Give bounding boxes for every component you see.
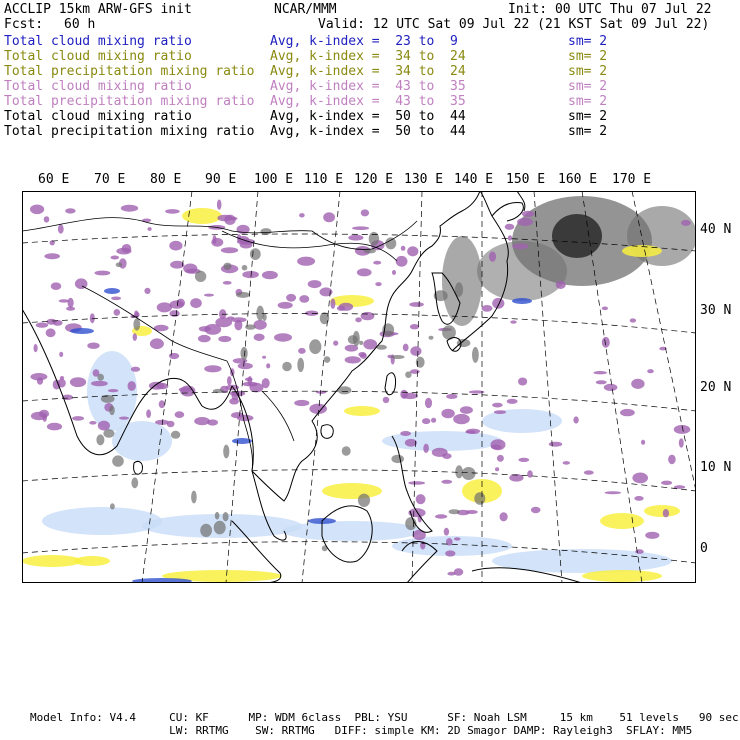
precip-cell: [286, 294, 296, 302]
convective-cell: [97, 374, 104, 381]
precip-cell: [668, 455, 676, 465]
precip-cell: [44, 253, 60, 259]
precip-cell: [221, 247, 238, 253]
precip-cell: [410, 324, 419, 329]
convective-cell: [359, 341, 363, 345]
precip-cell: [422, 418, 430, 424]
precip-cell: [36, 322, 48, 327]
longitude-label: 120 E: [354, 172, 394, 187]
precip-cell: [169, 241, 182, 251]
precip-cell: [159, 400, 165, 408]
convective-cell: [472, 347, 479, 363]
precip-cell: [444, 528, 449, 536]
convective-cell: [191, 491, 197, 504]
convective-cell: [215, 512, 220, 520]
field-name: Total cloud mixing ratio: [4, 109, 192, 124]
precip-cell: [323, 212, 335, 222]
precip-cell: [531, 507, 541, 513]
precip-cell: [396, 256, 408, 267]
precip-cell: [242, 271, 259, 278]
precip-cell: [352, 226, 369, 230]
convective-cell: [449, 509, 460, 514]
precip-cell: [294, 400, 309, 406]
precip-cell: [183, 264, 197, 274]
precip-cell: [90, 313, 95, 323]
precip-cell: [518, 378, 527, 386]
precip-cell: [517, 218, 533, 226]
convective-cell: [214, 521, 226, 535]
precip-cell: [423, 444, 429, 453]
latitude-label: 40 N: [700, 222, 732, 237]
convective-cell: [131, 477, 138, 488]
precip-cell: [522, 211, 535, 217]
precip-cell: [500, 512, 508, 521]
precip-cell: [262, 271, 278, 279]
precip-cell: [355, 317, 361, 322]
latitude-label: 10 N: [700, 460, 732, 475]
convective-cell: [223, 512, 229, 521]
model-info-line1: Model Info: V4.4 CU: KF MP: WDM 6class PBL: YSU SF: Noah LSM 15 km 51 levels 90 sec: [30, 711, 739, 724]
precip-cell: [645, 532, 659, 539]
precip-cell: [169, 310, 179, 317]
precip-cell: [605, 491, 621, 494]
precip-cell: [198, 335, 211, 342]
precip-cell: [111, 297, 121, 301]
precip-cell: [604, 384, 618, 391]
precip-cell: [58, 224, 64, 233]
convective-cell: [241, 347, 248, 360]
precip-cell: [446, 394, 457, 399]
precip-cell: [87, 343, 99, 349]
latitude-label: 30 N: [700, 303, 732, 318]
precip-cell: [632, 473, 648, 484]
longitude-label: 90 E: [205, 172, 237, 187]
convective-cell: [309, 339, 321, 354]
longitude-label: 100 E: [254, 172, 294, 187]
precip-cell: [584, 470, 594, 474]
convective-cell: [324, 356, 331, 363]
precip-cell: [299, 295, 309, 303]
cloud-low-region: [112, 421, 172, 461]
precip-cell: [403, 344, 409, 352]
precip-cell: [253, 320, 266, 330]
precip-cell: [383, 397, 390, 403]
precip-cell: [278, 302, 293, 309]
convective-cell: [195, 271, 206, 282]
precip-cell: [602, 337, 610, 348]
precip-cell: [238, 363, 253, 369]
precip-cell: [89, 421, 96, 425]
precip-cell: [204, 365, 221, 372]
convective-cell: [297, 358, 304, 372]
precip-cell: [454, 537, 461, 540]
precip-cell: [170, 261, 184, 269]
precip-cell: [497, 455, 504, 462]
precip-cell: [442, 453, 451, 459]
convective-cell: [474, 492, 485, 505]
precip-cell: [431, 418, 436, 423]
precip-cell: [492, 403, 503, 408]
cloud-low-region: [42, 507, 162, 535]
longitude-label: 110 E: [304, 172, 344, 187]
cloud-blue-streak: [104, 288, 120, 294]
precip-cell: [620, 409, 635, 416]
forecast-hour: 60 h: [64, 17, 96, 32]
precip-cell: [495, 467, 499, 471]
precip-cell: [631, 379, 644, 389]
cloud-yellow-region: [74, 556, 110, 566]
precip-cell: [489, 252, 496, 262]
precip-cell: [348, 235, 363, 241]
field-smoothing: sm= 2: [568, 124, 608, 139]
convective-cell: [242, 265, 248, 271]
convective-cell: [200, 524, 212, 537]
precip-cell: [169, 353, 179, 359]
precip-cell: [144, 288, 150, 294]
precip-cell: [491, 445, 502, 450]
convective-cell: [133, 318, 140, 330]
precip-cell: [199, 326, 211, 332]
convective-cell: [405, 371, 411, 378]
cloud-yellow-region: [600, 513, 644, 529]
field-name: Total precipitation mixing ratio: [4, 124, 255, 139]
precip-cell: [34, 344, 38, 352]
convective-cell: [429, 336, 434, 340]
convective-cell: [245, 324, 256, 329]
precip-cell: [175, 411, 185, 418]
convective-cell: [103, 429, 114, 438]
precip-cell: [345, 356, 361, 363]
convective-cell: [236, 292, 250, 298]
precip-cell: [361, 312, 375, 320]
convective-cell: [455, 465, 463, 478]
field-avg: Avg, k-index = 50 to 44: [270, 109, 466, 124]
precip-cell: [527, 470, 533, 477]
precip-cell: [661, 481, 672, 485]
precip-cell: [122, 244, 132, 253]
precip-cell: [416, 494, 426, 504]
precip-cell: [299, 213, 305, 217]
init-time: Init: 00 UTC Thu 07 Jul 22: [508, 2, 712, 17]
precip-cell: [573, 416, 578, 423]
latitude-label: 20 N: [700, 380, 732, 395]
precip-cell: [494, 410, 506, 414]
precip-cell: [114, 309, 121, 316]
convective-cell: [358, 494, 370, 507]
precip-cell: [425, 398, 432, 408]
precip-cell: [297, 257, 315, 266]
precip-cell: [339, 303, 353, 311]
precip-cell: [460, 406, 473, 414]
longitude-label: 130 E: [404, 172, 444, 187]
model-info-line2: LW: RRTMG SW: RRTMG DIFF: simple KM: 2D Smagor DAMP: Rayleigh3 SFLAY: MM5: [30, 724, 693, 737]
convective-cell: [348, 335, 358, 344]
longitude-label: 60 E: [38, 172, 70, 187]
precip-cell: [408, 481, 425, 484]
convective-cell: [116, 263, 122, 268]
cloud-yellow-region: [582, 570, 662, 582]
precip-cell: [66, 307, 75, 311]
precip-cell: [230, 217, 238, 220]
precip-cell: [165, 209, 180, 214]
precip-cell: [400, 431, 411, 436]
convective-cell: [282, 362, 292, 371]
field-name: Total cloud mixing ratio: [4, 79, 192, 94]
precip-cell: [446, 538, 453, 546]
precip-cell: [453, 414, 470, 424]
precip-cell: [435, 514, 447, 518]
precip-cell: [217, 200, 222, 210]
precip-cell: [231, 317, 247, 322]
precip-cell: [59, 352, 63, 357]
precip-cell: [596, 380, 607, 384]
precip-cell: [44, 216, 50, 222]
convective-cell: [171, 431, 180, 439]
precip-cell: [91, 381, 108, 387]
precip-cell: [72, 416, 84, 421]
precip-cell: [594, 371, 607, 374]
cloud-low-region: [282, 521, 422, 541]
precip-cell: [266, 363, 270, 368]
precip-cell: [98, 421, 110, 431]
precip-cell: [204, 294, 214, 297]
precip-cell: [510, 320, 516, 323]
convective-cell: [342, 446, 351, 456]
cloud-yellow-region: [22, 555, 82, 567]
precip-cell: [441, 409, 454, 419]
cloud-yellow-region: [344, 406, 380, 416]
precip-cell: [482, 305, 493, 312]
precip-cell: [248, 376, 253, 386]
precip-cell: [635, 549, 644, 554]
precip-cell: [641, 440, 645, 445]
precip-cell: [400, 390, 408, 399]
field-avg: Avg, k-index = 50 to 44: [270, 124, 466, 139]
precip-cell: [146, 409, 151, 418]
field-smoothing: sm= 2: [568, 79, 608, 94]
convective-cell: [96, 434, 104, 445]
precip-cell: [333, 341, 338, 346]
field-name: Total cloud mixing ratio: [4, 49, 192, 64]
precip-cell: [211, 238, 223, 247]
precip-cell: [465, 430, 475, 433]
precip-cell: [95, 271, 111, 276]
field-name: Total precipitation mixing ratio: [4, 64, 255, 79]
convective-cell: [391, 455, 404, 463]
precip-cell: [410, 369, 420, 374]
precip-cell: [681, 220, 691, 226]
precip-cell: [70, 377, 86, 387]
precip-cell: [507, 399, 518, 404]
precip-cell: [375, 282, 381, 286]
precip-cell: [65, 208, 75, 213]
precip-cell: [262, 378, 270, 388]
field-smoothing: sm= 2: [568, 49, 608, 64]
longitude-label: 140 E: [454, 172, 494, 187]
precip-cell: [262, 356, 266, 359]
precip-cell: [492, 298, 504, 309]
longitude-label: 80 E: [150, 172, 182, 187]
field-avg: Avg, k-index = 43 to 35: [270, 79, 466, 94]
longitude-label: 150 E: [506, 172, 546, 187]
convective-cell: [385, 237, 396, 249]
cloud-band-japan: [477, 241, 567, 301]
precip-cell: [179, 387, 192, 392]
precip-cell: [223, 281, 232, 285]
precip-cell: [508, 235, 512, 240]
precip-cell: [133, 333, 137, 341]
precip-cell: [68, 298, 74, 308]
precip-cell: [131, 367, 140, 372]
precip-cell: [330, 299, 335, 309]
field-avg: Avg, k-index = 43 to 35: [270, 94, 466, 109]
precip-cell: [167, 421, 175, 427]
precip-cell: [441, 480, 452, 484]
field-smoothing: sm= 2: [568, 109, 608, 124]
longitude-label: 170 E: [612, 172, 652, 187]
cloud-core-northeast: [552, 214, 602, 258]
precip-cell: [630, 318, 636, 322]
precip-cell: [31, 412, 47, 420]
cloud-blue-streak: [70, 328, 94, 334]
cloud-yellow-region: [322, 483, 382, 499]
field-smoothing: sm= 2: [568, 94, 608, 109]
precip-cell: [409, 302, 424, 307]
model-title: ACCLIP 15km ARW-GFS init: [4, 2, 192, 17]
longitude-label: 70 E: [94, 172, 126, 187]
precip-cell: [274, 333, 292, 341]
precip-cell: [46, 328, 56, 337]
precip-cell: [190, 298, 202, 308]
precip-cell: [401, 246, 406, 251]
forecast-map: [22, 191, 696, 583]
precip-cell: [357, 268, 372, 276]
precip-cell: [563, 461, 570, 465]
field-name: Total precipitation mixing ratio: [4, 94, 255, 109]
convective-cell: [109, 406, 115, 416]
precip-cell: [407, 246, 418, 256]
precip-cell: [363, 339, 377, 349]
precip-cell: [445, 550, 455, 556]
precip-cell: [108, 389, 119, 392]
precip-cell: [647, 369, 654, 373]
latitude-label: 0: [700, 541, 708, 556]
precip-cell: [518, 458, 529, 462]
organization-label: NCAR/MMM: [274, 2, 337, 17]
precip-cell: [227, 376, 232, 385]
precip-cell: [556, 281, 566, 289]
precip-cell: [361, 209, 369, 216]
precip-cell: [157, 302, 172, 312]
cloud-blue-streak: [512, 298, 532, 304]
precip-cell: [121, 205, 138, 212]
field-smoothing: sm= 2: [568, 34, 608, 49]
cloud-yellow-region: [644, 505, 680, 517]
field-smoothing: sm= 2: [568, 64, 608, 79]
precip-cell: [218, 336, 231, 342]
precip-cell: [549, 442, 562, 447]
field-avg: Avg, k-index = 34 to 24: [270, 64, 466, 79]
forecast-label: Fcst:: [4, 17, 44, 32]
precip-cell: [111, 256, 120, 260]
precip-cell: [634, 496, 643, 501]
convective-cell: [110, 503, 115, 509]
precip-cell: [30, 373, 47, 380]
convective-cell: [250, 248, 261, 260]
precip-cell: [119, 417, 129, 420]
precip-cell: [51, 282, 62, 290]
precip-cell: [298, 348, 306, 354]
field-name: Total cloud mixing ratio: [4, 34, 192, 49]
convective-cell: [223, 263, 231, 270]
precip-cell: [128, 381, 136, 391]
field-avg: Avg, k-index = 23 to 9: [270, 34, 458, 49]
precip-cell: [254, 334, 265, 341]
precip-cell: [602, 307, 608, 311]
convective-cell: [416, 357, 425, 368]
precip-cell: [512, 243, 528, 249]
convective-cell: [369, 232, 379, 246]
precip-cell: [194, 417, 210, 425]
precip-cell: [360, 353, 367, 359]
precip-cell: [150, 338, 164, 349]
precip-cell: [392, 270, 396, 275]
precip-cell: [679, 438, 684, 447]
precip-cell: [663, 509, 669, 517]
longitude-label: 160 E: [558, 172, 598, 187]
convective-cell: [256, 306, 264, 321]
valid-time: Valid: 12 UTC Sat 09 Jul 22 (21 KST Sat 09 Jul 22): [318, 17, 710, 32]
convective-cell: [223, 445, 229, 459]
precip-cell: [373, 261, 381, 265]
convective-cell: [112, 455, 124, 466]
precip-cell: [148, 227, 152, 231]
convective-cell: [391, 355, 405, 359]
precip-cell: [410, 346, 421, 356]
precip-cell: [505, 224, 515, 230]
convective-cell: [462, 467, 476, 480]
precip-cell: [30, 205, 44, 215]
precip-cell: [47, 423, 62, 431]
field-avg: Avg, k-index = 34 to 24: [270, 49, 466, 64]
precip-cell: [308, 280, 322, 288]
precip-cell: [454, 568, 464, 575]
